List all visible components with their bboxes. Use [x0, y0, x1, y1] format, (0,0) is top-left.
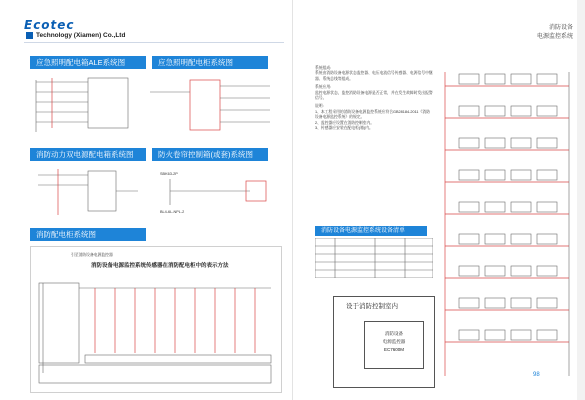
right-page [292, 0, 585, 400]
bottom-chart-title: 消防设备电源监控系统传感器在消防配电柜中的表示方法 [91, 263, 229, 269]
right-page-header: 消防设备 电源监控系统 [536, 25, 573, 40]
shutter-bus-label: BL4-6L-NPL-2 [160, 210, 185, 214]
header-divider [24, 42, 284, 43]
intro-text: 系统组成: 系统由消防设备电源状态监控器、电压电流信号传感器、电源信号中继器、系统总线等组成。 系统应用: 监控电源状态，监控消防设备电源是否正常，并在发生故障时发出报警信号。 说明: 1、本工程采用的消防设备电源监控系统应符合GB28184-2011《消防设备电源监控系统》的规定。 2、监控器应设置在消防控制室内。 3、传感器应安装在配电柜(箱)内。 [315, 66, 433, 131]
equipment-table [315, 238, 433, 278]
monitor-device: 消防设备 电源监控器 EC7600M [364, 321, 424, 369]
monitoring-network-diagram [439, 66, 575, 386]
brand-name: Ecotec [24, 18, 75, 32]
brand-subtitle: Technology (Xiamen) Co.,Ltd [26, 32, 125, 39]
page-number: 98 [533, 372, 540, 378]
emergency-cabinet-schematic [150, 72, 280, 142]
shutter-title: 防火卷帘控制箱(或套)系统图 [152, 148, 268, 161]
cabinet-title: 消防配电柜系统图 [30, 228, 146, 241]
fire-dual-schematic [28, 165, 142, 221]
cabinet-diagram-panel [30, 246, 282, 393]
ale-schematic [28, 72, 142, 142]
fire-dual-title: 消防动力双电源配电箱系统图 [30, 148, 146, 161]
bottom-tag: 引至消防设备电源监控器 [71, 253, 113, 257]
right-edge-tab [577, 0, 585, 400]
shutter-schematic [150, 165, 280, 221]
table-title: 消防设备电源监控系统设备清单 [315, 226, 427, 236]
emergency-cabinet-title: 应急照明配电柜系统图 [152, 56, 268, 69]
monitor-room-box [333, 296, 435, 388]
shutter-top-label: SBK63-2P [160, 172, 178, 176]
left-page [0, 0, 292, 400]
monitor-room-title: 设于消防控制室内 [346, 303, 398, 310]
logo-mark-icon [26, 32, 33, 39]
ale-title: 应急照明配电箱ALE系统图 [30, 56, 146, 69]
cabinet-schematic [35, 273, 277, 388]
